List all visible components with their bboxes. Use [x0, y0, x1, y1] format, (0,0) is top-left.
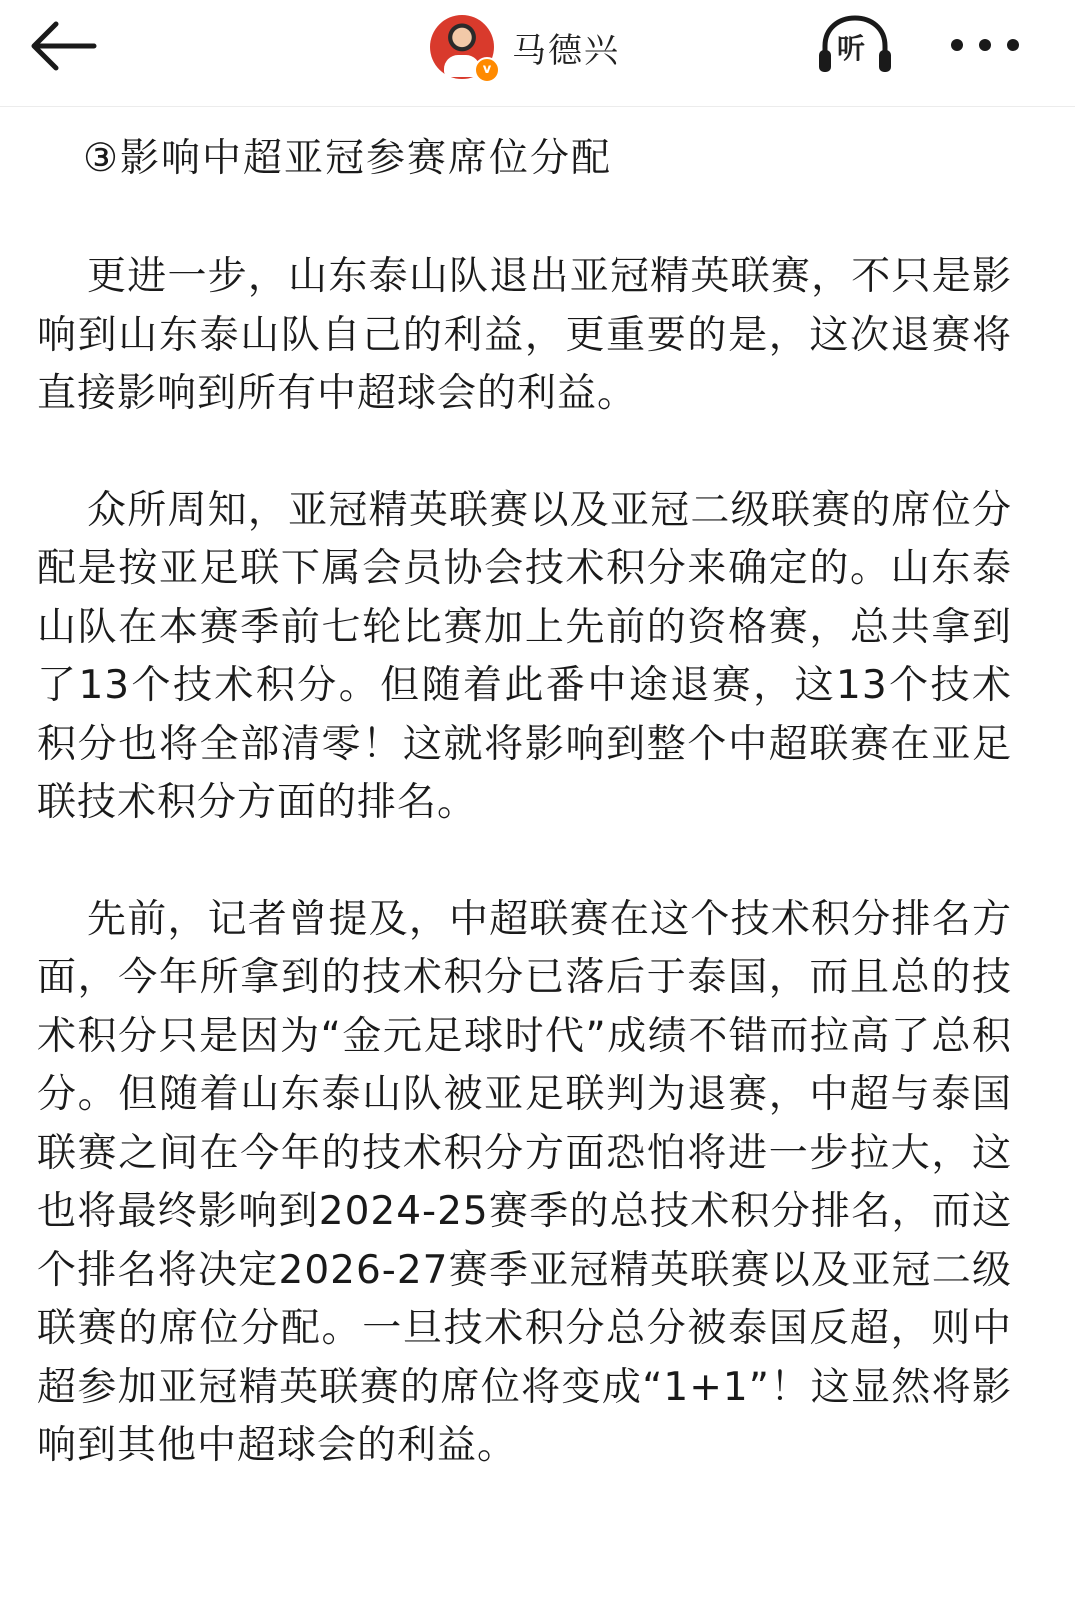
- listen-label: 听: [837, 32, 866, 65]
- verified-badge-icon: v: [474, 57, 500, 83]
- listen-button[interactable]: [815, 14, 895, 76]
- author-profile-link[interactable]: [430, 8, 620, 86]
- section-heading: ③影响中超亚冠参赛席位分配: [83, 136, 612, 181]
- back-button[interactable]: [28, 18, 100, 74]
- author-name[interactable]: 马德兴: [512, 30, 620, 71]
- more-options-button[interactable]: [945, 20, 1025, 70]
- avatar[interactable]: [430, 15, 494, 79]
- more-dots-icon: [945, 20, 1025, 70]
- arrow-left-icon: [28, 18, 100, 74]
- top-navigation-bar: [0, 0, 1075, 107]
- article-paragraph: 先前，记者曾提及，中超联赛在这个技术积分排名方面，今年所拿到的技术积分已落后于泰国，而且总的技术积分只是因为“金元足球时代”成绩不错而拉高了总积分。但随着山东泰山队被亚足联判为退赛，中超与泰国联赛之间在今年的技术积分方面恐怕将进一步拉大，这也将最终影响到2024-25赛季的总技术积分排名，而这个排名将决定2026-27赛季亚冠精英联赛以及亚冠二级联赛的席位分配。一旦技术积分总分被泰国反超，则中超参加亚冠精英联赛的席位将变成“1+1”！这显然将影响到其他中超球会的利益。: [37, 896, 1012, 1468]
- article-body: [37, 130, 1012, 1476]
- article-paragraph: 众所周知，亚冠精英联赛以及亚冠二级联赛的席位分配是按亚足联下属会员协会技术积分来确定的。山东泰山队在本赛季前七轮比赛加上先前的资格赛，总共拿到了13个技术积分。但随着此番中途退赛，这13个技术积分也将全部清零！这就将影响到整个中超联赛在亚足联技术积分方面的排名。: [37, 487, 1012, 825]
- article-paragraph: 更进一步，山东泰山队退出亚冠精英联赛，不只是影响到山东泰山队自己的利益，更重要的是，这次退赛将直接影响到所有中超球会的利益。: [37, 254, 1012, 416]
